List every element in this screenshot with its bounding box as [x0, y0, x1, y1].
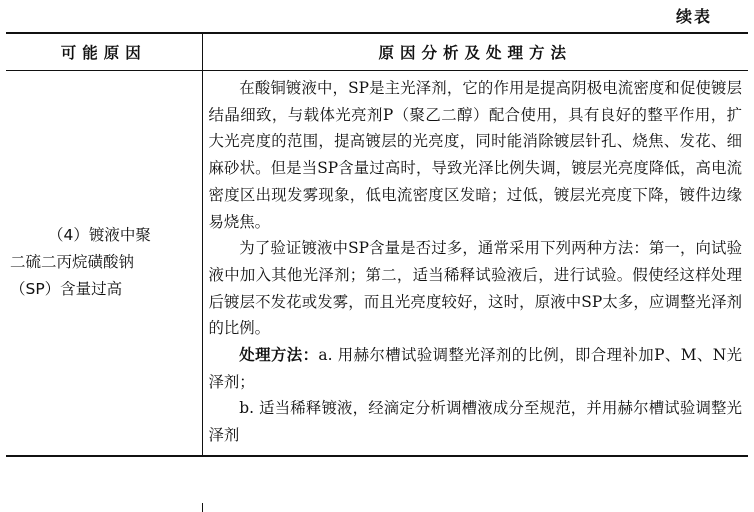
cause-analysis-table — [6, 32, 748, 457]
analysis-cell — [202, 71, 748, 456]
cause-line-2: 二硫二丙烷磺酸钠 — [10, 253, 135, 272]
table-row — [6, 71, 748, 456]
analysis-paragraph-1: 在酸铜镀液中，SP是主光泽剂，它的作用是提高阴极电流密度和促使镀层结晶细致，与载体光亮剂P（聚乙二醇）配合使用，具有良好的整平作用，扩大光亮度的范围，提高镀层的光亮度，同时能消除镀层针孔、烧焦、发花、细麻砂状。但是当SP含量过高时，导致光泽比例失调，镀层光亮度降低，高电流密度区出现发雾现象，低电流密度区发暗；过低，镀层光亮度下降，镀件边缘易烧焦。 — [208, 79, 742, 231]
column-divider — [202, 503, 203, 512]
method-label: 处理方法： — [239, 346, 319, 365]
method-paragraph-a — [209, 342, 743, 395]
next-row-stub — [6, 503, 748, 512]
table-header-row — [6, 33, 748, 71]
header-possible-cause: 可能原因 — [6, 33, 202, 71]
analysis-paragraph-2: 为了验证镀液中SP含量是否过多，通常采用下列两种方法：第一，向试验液中加入其他光泽剂；第二，适当稀释试验液后，进行试验。假使经这样处理后镀层不发花或发雾，而且光亮度较好，这时，原液中SP太多，应调整光泽剂的比例。 — [208, 239, 742, 338]
cause-line-3: （SP）含量过高 — [10, 280, 123, 299]
header-analysis-method: 原因分析及处理方法 — [202, 33, 748, 71]
method-paragraph-b: b. 适当稀释镀液，经滴定分析调槽液成分至规范，并用赫尔槽试验调整光泽剂 — [208, 399, 742, 445]
cause-line-1: （4）镀液中聚 — [48, 226, 151, 245]
method-a-text: a. 用赫尔槽试验调整光泽剂的比例，即合理补加P、M、N光泽剂； — [208, 346, 742, 391]
cause-cell — [6, 71, 202, 456]
continued-label: 续表 — [675, 7, 712, 26]
